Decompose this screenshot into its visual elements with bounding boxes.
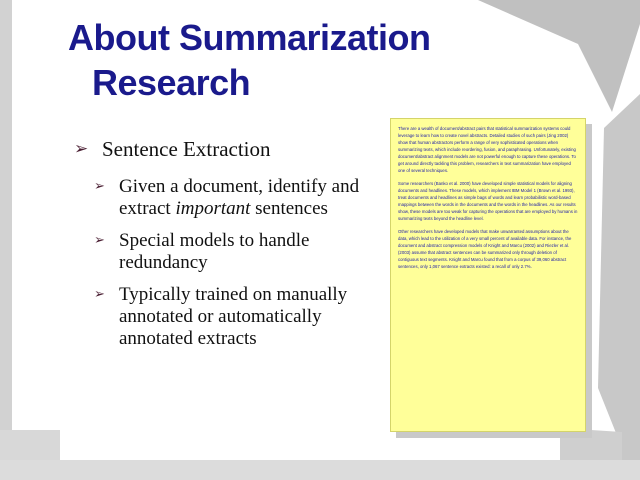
slide-title-line2: Research	[92, 62, 251, 103]
note-paragraph: There are a wealth of document/abstract pairs that statistical summarization systems could leverage to learn how to create novel abstracts. Detailed studies of such pairs (Jing 2002) show that human abstractors perform a range of very sophisticated operations when summarizing texts, which include reordering, fusion, and paraphrasing. Unfortunately, existing document/abstract alignment models are not powerful enough to capture these operations. To get around directly tackling this problem, researchers in text summarization have employed one of several techniques.	[398, 126, 576, 173]
note-paragraph: Other researchers have developed models that make unwarranted assumptions about the data, which lead to the utilization of a very small percent of available data. For instance, the document and abstract compression models of Knight and Marcu (2002) and Riezler et al. (2003) assume that abstract sentences can be summarized only through deletion of contiguous text segments. Knight and Marcu found that from a corpus of 39,060 abstract sentences, only 1,067 sentence extracts existed: a recall of only 2.7%.	[398, 229, 572, 269]
decor-gray-band-top	[478, 0, 640, 112]
bullet-arrow-icon: ➢	[74, 139, 89, 159]
sub-bullet-text: Special models to handle redundancy	[119, 230, 310, 273]
sub-bullet-text-part: sentences	[250, 198, 328, 219]
note-paragraph: Some researchers (Banko et al. 2000) have developed simple statistical models for aligning documents and headlines. These models, which implement IBM Model 1 (Brown et al. 1993), treat documents and headlines as simple bags of words and learn probabilistic word-based mappings between the words in the documents and the words in the headlines. As our results show, these models are too weak for capturing the operations that are employed by humans in summarizing texts beyond the headline level.	[398, 181, 578, 221]
bullet-text: Sentence Extraction	[102, 137, 271, 161]
bullet-arrow-icon: ➢	[94, 233, 105, 248]
sticky-note	[390, 118, 586, 432]
bullet-arrow-icon: ➢	[94, 287, 105, 302]
decor-bottom-strip	[0, 460, 640, 480]
decor-left-margin-top	[0, 0, 12, 480]
decor-gray-band-right	[598, 94, 640, 480]
sub-bullet-item-redundancy	[94, 230, 384, 274]
bullet-item-sentence-extraction	[74, 134, 384, 164]
sub-bullet-text	[119, 176, 384, 220]
sub-bullet-item-identify-extract	[94, 176, 384, 220]
bullet-list	[74, 134, 384, 360]
sub-bullet-text-part: Given a document, identify and extract	[119, 176, 360, 219]
bullet-arrow-icon: ➢	[94, 179, 105, 194]
slide-title-line1: About Summarization	[68, 17, 431, 58]
sub-bullet-text: Typically trained on manually annotated or automatically annotated extracts	[119, 284, 348, 349]
emphasis-important: important	[175, 198, 251, 219]
sub-bullet-item-trained	[94, 284, 384, 350]
